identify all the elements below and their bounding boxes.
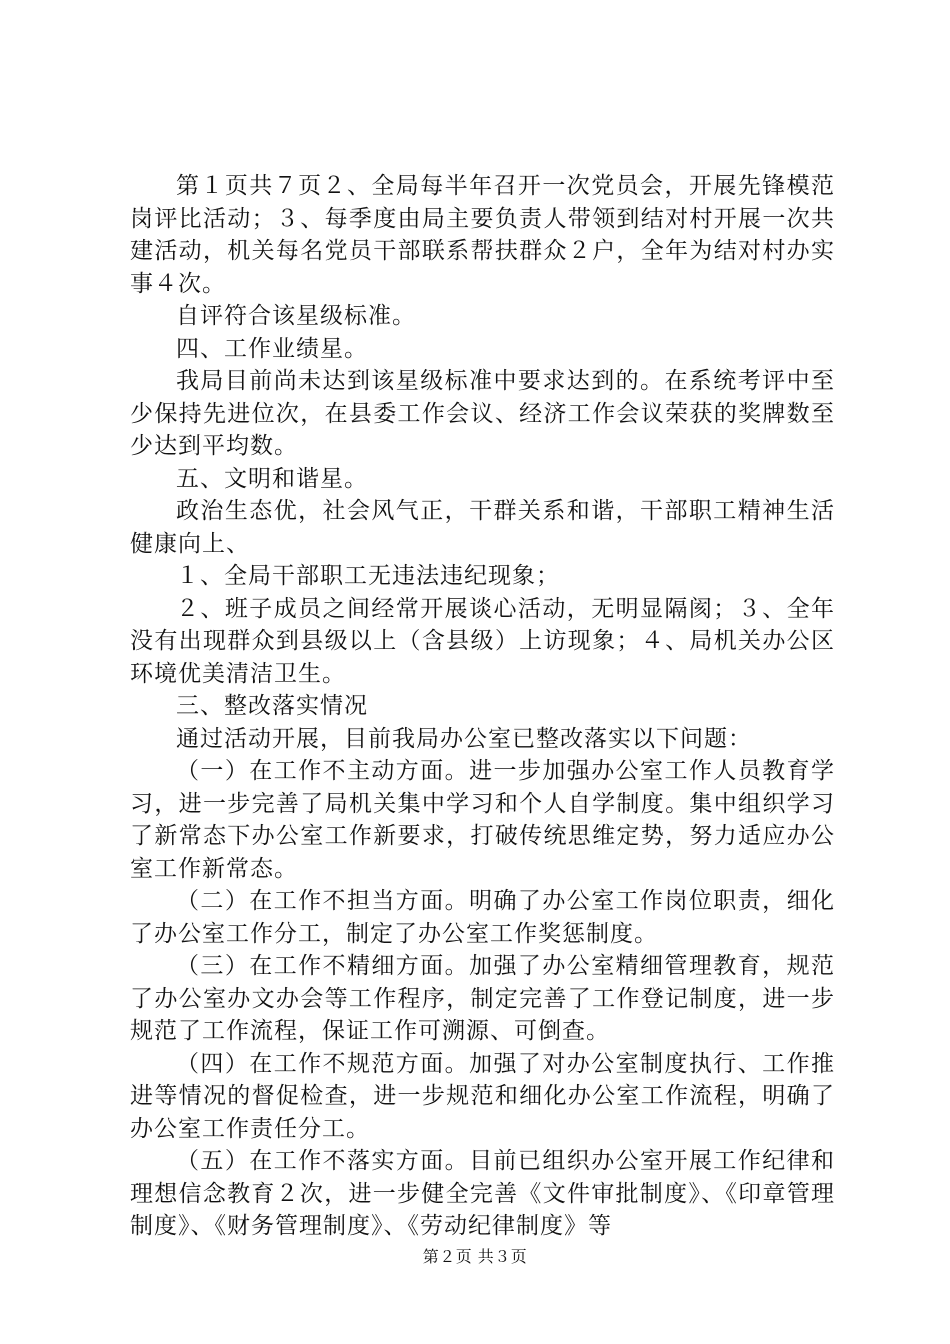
paragraph: 政治生态优，社会风气正，干群关系和谐，干部职工精神生活健康向上、 bbox=[130, 498, 835, 557]
list-item: １、全局干部职工无违法违纪现象； bbox=[176, 563, 560, 589]
list-item: （三）在工作不精细方面。加强了办公室精细管理教育，规范了办公室办文办会等工作程序，制定完善了工作登记制度，进一步规范了工作流程，保证工作可溯源、可倒查。 bbox=[130, 953, 835, 1044]
list-item: （一）在工作不主动方面。进一步加强办公室工作人员教育学习，进一步完善了局机关集中学习和个人自学制度。集中组织学习了新常态下办公室工作新要求，打破传统思维定势，努力适应办公室工作新常态。 bbox=[130, 758, 835, 882]
paragraph: 自评符合该星级标准。 bbox=[176, 303, 416, 329]
paragraph: 第１页共７页２、全局每半年召开一次党员会，开展先锋模范岗评比活动；３、每季度由局主要负责人带领到结对村开展一次共建活动，机关每名党员干部联系帮扶群众２户，全年为结对村办实事４次。 bbox=[130, 173, 835, 297]
section-heading: 五、文明和谐星。 bbox=[176, 465, 368, 492]
list-item: （四）在工作不规范方面。加强了对办公室制度执行、工作推进等情况的督促检查，进一步规范和细化办公室工作流程，明确了办公室工作责任分工。 bbox=[130, 1050, 835, 1142]
paragraph: 通过活动开展，目前我局办公室已整改落实以下问题： bbox=[176, 725, 752, 752]
document-body bbox=[130, 170, 835, 1243]
section-heading: 四、工作业绩星。 bbox=[176, 335, 368, 362]
section-heading: 三、整改落实情况 bbox=[176, 693, 368, 719]
list-item: （二）在工作不担当方面。明确了办公室工作岗位职责，细化了办公室工作分工，制定了办公室工作奖惩制度。 bbox=[130, 888, 835, 947]
paragraph: 我局目前尚未达到该星级标准中要求达到的。在系统考评中至少保持先进位次，在县委工作会议、经济工作会议荣获的奖牌数至少达到平均数。 bbox=[130, 368, 835, 459]
page-number-label: 第２页 共３页 bbox=[422, 1247, 528, 1266]
list-item: （五）在工作不落实方面。目前已组织办公室开展工作纪律和理想信念教育２次，进一步健全完善《文件审批制度》、《印章管理制度》、《财务管理制度》、《劳动纪律制度》等 bbox=[130, 1148, 835, 1239]
page-footer bbox=[0, 1244, 950, 1267]
list-item: ２、班子成员之间经常开展谈心活动，无明显隔阂；３、全年没有出现群众到县级以上（含县级）上访现象；４、局机关办公区环境优美清洁卫生。 bbox=[130, 595, 835, 687]
